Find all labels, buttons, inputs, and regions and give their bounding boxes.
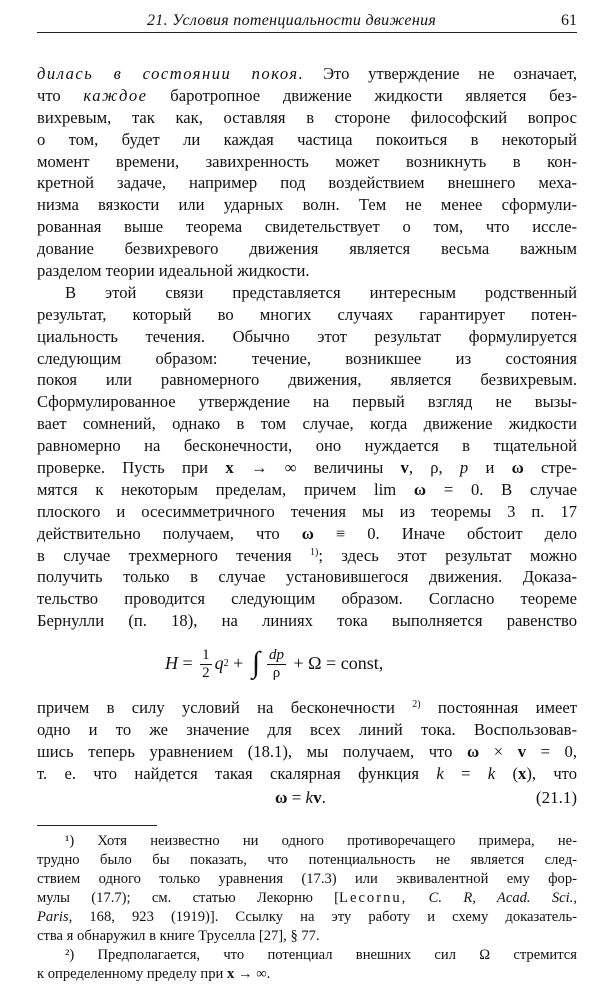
vector-symbol: ω [301, 523, 314, 543]
text-run: причем в силу условий на бесконечности [37, 698, 413, 718]
text-run: × [479, 741, 518, 761]
math-operator: + [228, 653, 248, 674]
text-run: баротропное движение жидкости является без- [147, 85, 577, 105]
text-run: → ∞. [234, 965, 271, 982]
text-line: следующим образом: течение, возникшее из состояния [37, 348, 577, 368]
text-line: одно и то же значение для всех линий тока. Воспользовав- [37, 720, 577, 740]
text-line: разделом теории идеальной жидкости. [37, 261, 310, 281]
running-header [37, 8, 577, 33]
text-run: мятся к некоторым пределам, причем lim [37, 479, 414, 499]
text-run: Это утверждение не означает, [304, 64, 577, 83]
bernoulli-equation [37, 634, 577, 694]
footnote-divider [37, 825, 157, 826]
text-line: Бернулли (п. 18), на линиях тока выполняется равенство [37, 611, 577, 631]
text-run: мулы (17.7); см. статью Лекорню [ [37, 889, 340, 906]
equation-content [275, 787, 326, 809]
footnote-line: ¹) Хотя неизвестно ни одного противоречащего примера, не- [65, 832, 577, 849]
footnote-1 [37, 832, 577, 946]
text-line [37, 63, 577, 85]
vector-symbol: v [313, 787, 322, 807]
text-line: Сформулированное утверждение на первый взгляд не вызы- [37, 392, 577, 412]
footnote-line [37, 908, 577, 927]
math-operator: + Ω = const, [289, 653, 384, 674]
vector-symbol: x [518, 763, 527, 783]
paragraph-2 [37, 282, 577, 632]
text-line: плоского и осесимметричного течения мы из теоремы 3 п. 17 [37, 501, 577, 521]
vector-symbol: ω [467, 741, 480, 761]
math-symbol: H [165, 653, 178, 674]
math-symbol: q [214, 653, 224, 674]
text-line: циальность течения. Обычно этот результат формулируется [37, 326, 577, 346]
text-run: шись теперь уравнением (18.1), мы получаем, что [37, 741, 467, 761]
text-run: ), что [526, 763, 577, 783]
text-run: = [443, 763, 488, 783]
math-operator: = [178, 653, 198, 674]
text-run: в случае трехмерного течения [37, 545, 311, 565]
math-operator: = [287, 787, 306, 807]
math-symbol: k [436, 763, 444, 783]
paragraph-1 [37, 63, 577, 282]
footnote-line: ²) Предполагается, что потенциал внешних сил Ω стремится [65, 946, 577, 963]
section-title: 21. Условия потенциальности движения [147, 12, 437, 29]
text-line: покоя или равномерного движения, является безвихревым. [37, 370, 577, 390]
text-line: В этой связи представляется интересным родственный [65, 282, 577, 302]
equation-number: (21.1) [535, 787, 577, 807]
footnote-line: ства я обнаружил в книге Труселла [27], § 77. [37, 927, 320, 944]
text-line [37, 479, 577, 501]
text-line: момент времени, завихренность может возникнуть в кон- [37, 151, 577, 171]
text-line: рованная выше теорема свидетельствует о том, что иссле- [37, 217, 577, 237]
text-line: низма вязкости или ударных волн. Тем не менее сформули- [37, 195, 577, 215]
footnote-line: трудно было бы показать, что потенциальность не является след- [37, 851, 577, 868]
text-line [37, 523, 577, 545]
fraction-dp-over-rho [267, 647, 286, 682]
text-line [37, 545, 577, 567]
footnote-line [37, 889, 577, 908]
text-line: вает сомнений, однако в том случае, когда движение жидкости [37, 414, 577, 434]
vector-symbol: ω [413, 479, 427, 499]
text-run: = 0. В случае [426, 479, 577, 499]
text-run: т. е. что найдется такая скалярная функция [37, 763, 437, 783]
text-run: и [468, 458, 512, 478]
math-symbol: k [487, 763, 496, 783]
text-line: кретной задаче, например под воздействием внешнего меха- [37, 173, 577, 193]
journal-title: Paris, [37, 908, 73, 925]
text-line: тельство проводится следующим образом. Согласно теореме [37, 589, 577, 609]
math-symbol: p [459, 458, 469, 478]
integral-sign: ∫ [251, 646, 261, 680]
text-run: . [321, 787, 326, 807]
math-symbol: k [305, 787, 314, 807]
equation-21-1 [37, 785, 577, 815]
vector-symbol: v [517, 741, 526, 761]
fraction-denominator: ρ [272, 664, 281, 681]
book-page [37, 8, 577, 984]
footnote-marker[interactable]: 1) [310, 546, 319, 558]
vector-symbol: ω [511, 458, 524, 478]
fraction-numerator: 1 [202, 646, 210, 663]
page-number: 61 [561, 12, 577, 29]
text-line [37, 457, 577, 479]
text-run: = 0, [526, 741, 577, 761]
fraction-numerator: dp [269, 646, 285, 663]
text-line [37, 697, 577, 719]
footnote-line: ствием одного только уравнения (17.3) или эквивалентной ему фор- [37, 870, 577, 887]
text-line: дование безвихревого движения является весьма важным [37, 239, 577, 259]
emphasized-text: каждое [83, 85, 148, 105]
text-run: , ρ, [408, 458, 460, 478]
paragraph-3 [37, 697, 577, 785]
vector-symbol: ω [275, 787, 288, 807]
fraction-one-half [200, 647, 212, 682]
text-run: 168, 923 (1919)]. Ссылку на эту работу и схему доказатель- [72, 908, 577, 925]
text-line [37, 741, 577, 763]
text-run: ( [495, 763, 519, 783]
vector-symbol: x [227, 965, 235, 982]
text-line: равномерно на бесконечности, оно нуждается в тщательной [37, 436, 577, 456]
text-run: проверке. Пусть при [37, 458, 226, 478]
text-line: вихревым, так как, оставляя в стороне философский вопрос [37, 107, 577, 127]
text-run: → ∞ величины [233, 458, 401, 478]
emphasized-text: дилась в состоянии покоя. [37, 64, 305, 83]
text-run: стре- [523, 458, 577, 478]
text-run: к определенному пределу при [37, 965, 227, 982]
text-line: о том, будет ли каждая частица покоиться в некоторый [37, 129, 577, 149]
equation-content: H = $\frac{1}{2}$ q 2 + ∫ $\frac{dp}{\rho}$ + Ω = const, [165, 646, 384, 681]
text-run: ≡ 0. Иначе обстоит дело [313, 523, 577, 543]
text-line: результат, который во многих случаях гарантирует потен- [37, 304, 577, 324]
footnote-marker[interactable]: 2) [412, 699, 421, 711]
journal-title: C. R, Acad. Sci., [428, 889, 577, 906]
text-run: что [37, 85, 84, 105]
text-line: получить только в случае установившегося движения. Доказа- [37, 567, 577, 587]
text-line [37, 763, 577, 785]
main-text [37, 63, 577, 984]
footnote-line [37, 965, 577, 984]
text-line [37, 85, 577, 107]
vector-symbol: x [225, 458, 234, 478]
footnote-2 [37, 946, 577, 984]
vector-symbol: v [400, 458, 409, 478]
author-name: Lecornu, [339, 889, 408, 906]
fraction-denominator: 2 [202, 664, 210, 681]
text-run: действительно получаем, что [37, 523, 302, 543]
text-run: постоянная имеет [420, 698, 577, 718]
text-run: ; здесь этот результат можно [318, 545, 577, 565]
